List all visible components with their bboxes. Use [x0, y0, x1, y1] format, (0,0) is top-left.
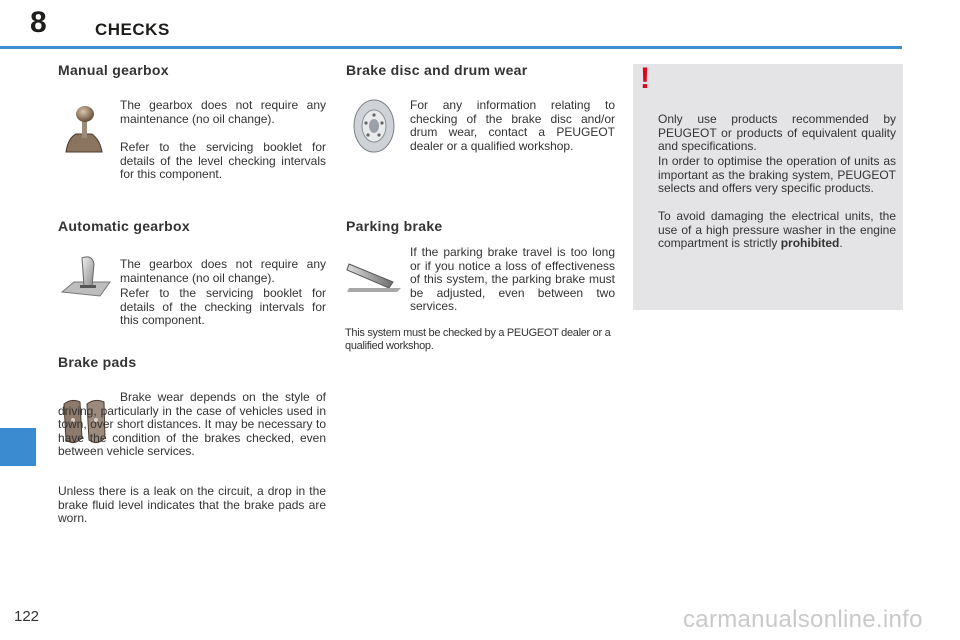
gear-lever-icon	[62, 104, 106, 156]
parking-brake-text: If the parking brake travel is too long or if you notice a loss of effectiveness of this system, the parking brake must be adjusted, even between two services.	[410, 245, 615, 313]
brake-pads-text-2: Unless there is a leak on the circuit, a drop in the brake fluid level indicates that the brake pads are worn.	[58, 484, 326, 525]
watermark: carmanualsonline.info	[683, 606, 923, 633]
brake-pads-heading: Brake pads	[58, 354, 137, 370]
header-rule	[0, 46, 902, 49]
parking-brake-note: This system must be checked by a PEUGEOT dealer or a qualified workshop.	[345, 327, 611, 352]
brake-pads-text-1: Brake wear depends on the style of driving, particularly in the case of vehicles used in town, over short distances. It may be necessary to have the condition of the brakes checked, even between vehicle services.	[58, 390, 326, 458]
automatic-gearbox-heading: Automatic gearbox	[58, 218, 190, 234]
warning-icon: !	[640, 62, 650, 95]
brake-disc-text: For any information relating to checking of the brake disc and/or drum wear, contact a PEUGEOT dealer or a qualified workshop.	[410, 98, 615, 153]
warning-text-3-suffix: .	[839, 236, 843, 250]
warning-text-1: Only use products recommended by PEUGEOT or products of equivalent quality and specifications.	[658, 112, 896, 153]
chapter-side-tab	[0, 428, 36, 466]
brake-disc-heading: Brake disc and drum wear	[346, 62, 528, 78]
manual-gearbox-heading: Manual gearbox	[58, 62, 169, 78]
warning-text-2: In order to optimise the operation of units as important as the braking system, PEUGEOT selects and offers very specific products.	[658, 154, 896, 195]
chapter-number: 8	[30, 6, 47, 39]
chapter-title: CHECKS	[95, 20, 170, 39]
warning-text-3	[658, 210, 896, 251]
manual-gearbox-text-2: Refer to the servicing booklet for details of the level checking intervals for this component.	[120, 140, 326, 181]
parking-brake-heading: Parking brake	[346, 218, 443, 234]
warning-text-3-prefix: To avoid damaging the electrical units, the use of a high pressure washer in the engine compartment is strictly	[658, 209, 896, 250]
warning-prohibited: prohibited	[780, 236, 840, 250]
manual-gearbox-text-1: The gearbox does not require any maintenance (no oil change).	[120, 98, 326, 126]
brake-disc-icon	[350, 98, 398, 154]
page-number: 122	[14, 608, 40, 625]
parking-brake-lever-icon	[345, 254, 403, 294]
automatic-gearbox-text-2: Refer to the servicing booklet for details of the checking intervals for this component.	[120, 286, 326, 327]
automatic-gearbox-text-1: The gearbox does not require any maintenance (no oil change).	[120, 257, 326, 285]
automatic-selector-icon	[60, 252, 112, 300]
